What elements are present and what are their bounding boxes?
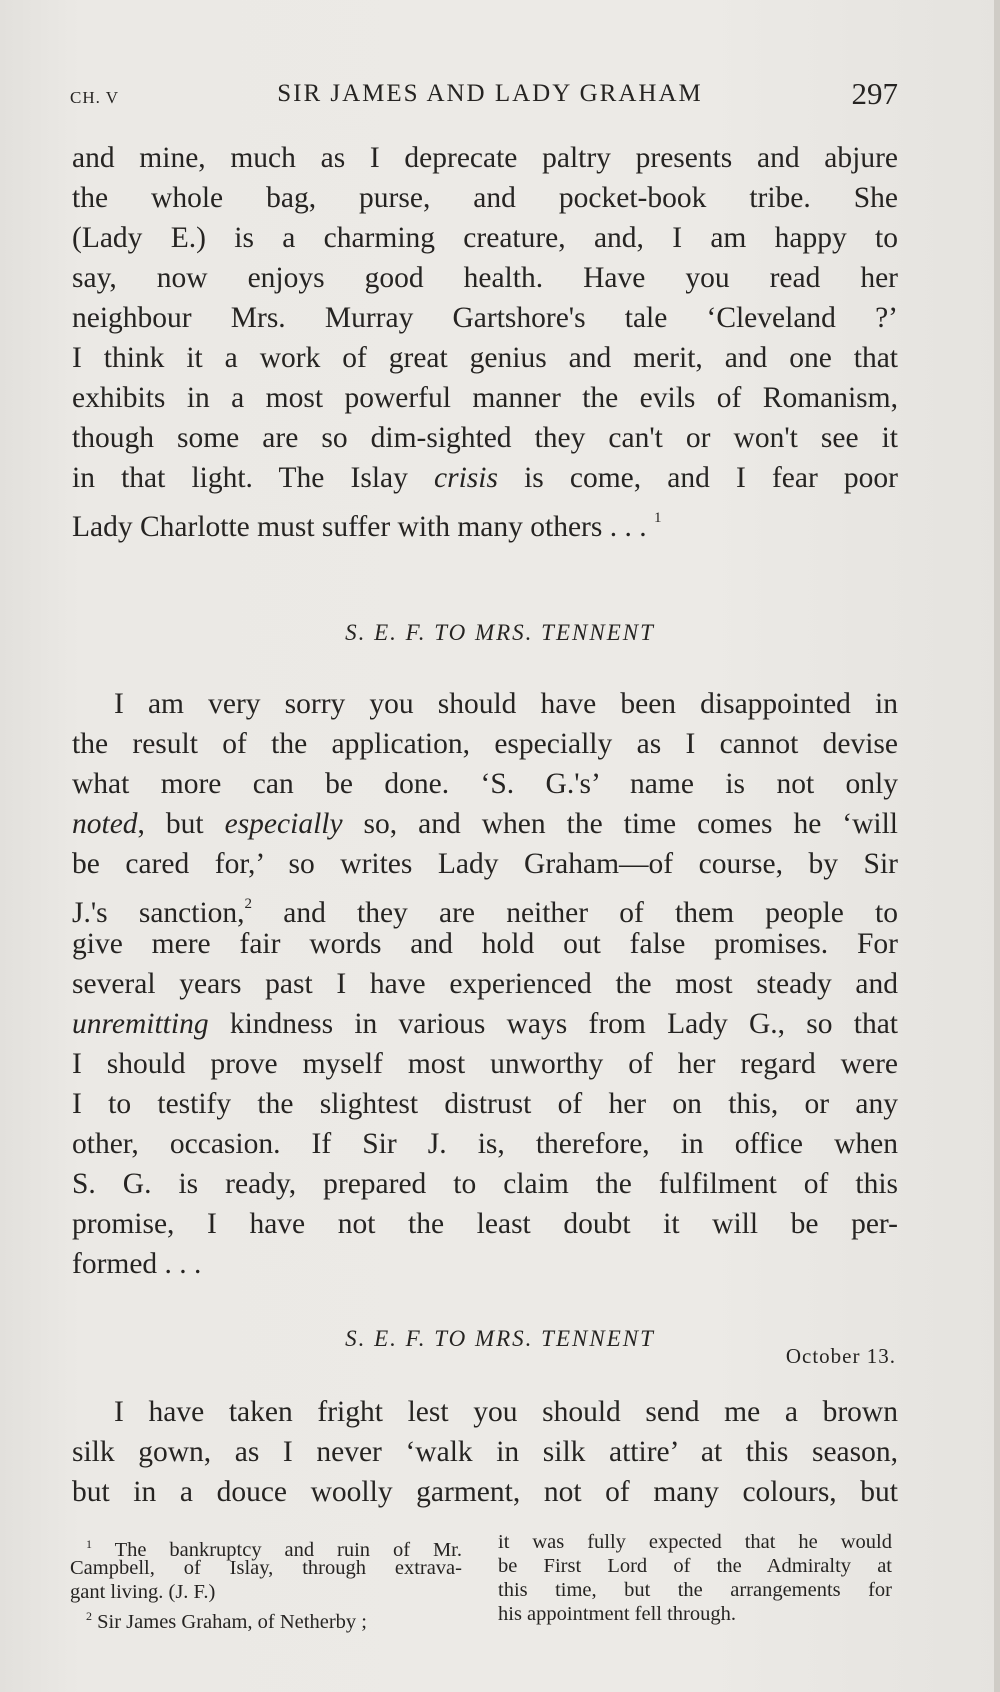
text-line: other, occasion. If Sir J. is, therefore, in office when	[72, 1128, 898, 1160]
text-line: formed . . .	[72, 1248, 202, 1280]
text-line: several years past I have experienced the most steady and	[72, 968, 898, 1000]
text-line: promise, I have not the least doubt it will be per-	[72, 1208, 898, 1240]
text-line: it was fully expected that he would	[498, 1531, 892, 1553]
text-line: this time, but the arrangements for	[498, 1579, 892, 1601]
text-run: , but	[137, 808, 225, 840]
chapter-label: CH. V	[70, 88, 120, 107]
letter-heading: S. E. F. TO MRS. TENNENT	[345, 1326, 655, 1351]
text-line: gant living. (J. F.)	[70, 1581, 216, 1603]
letter-date: October 13.	[785, 1344, 896, 1368]
text-line: neighbour Mrs. Murray Gartshore's tale ‘Cleveland ?’	[72, 302, 898, 334]
text-line: I to testify the slightest distrust of her on this, or any	[72, 1088, 898, 1120]
text-line: his appointment fell through.	[498, 1603, 736, 1625]
text-line: I have taken fright lest you should send me a brown	[114, 1396, 898, 1428]
text-line: and mine, much as I deprecate paltry presents and abjure	[72, 142, 898, 174]
text-line: silk gown, as I never ‘walk in silk attire’ at this season,	[72, 1436, 898, 1468]
footnote-ref-2: 2	[244, 896, 253, 912]
footnote-number: 2	[86, 1609, 92, 1623]
letter-heading: S. E. F. TO MRS. TENNENT	[345, 620, 655, 645]
text-line: the result of the application, especially as I cannot devise	[72, 728, 898, 760]
footnote-ref-1: 1	[653, 510, 662, 526]
text-run: J.'s sanction,	[72, 897, 245, 929]
text-run: so, and when the time comes he ‘will	[342, 808, 898, 840]
text-line	[72, 884, 898, 929]
text-line	[72, 498, 898, 543]
text-line: I think it a work of great genius and merit, and one that	[72, 342, 898, 374]
text-line: S. G. is ready, prepared to claim the fulfilment of this	[72, 1168, 898, 1200]
footnote-number: 1	[86, 1537, 92, 1551]
text-line: the whole bag, purse, and pocket-book tribe. She	[72, 182, 898, 214]
text-line	[72, 458, 898, 498]
text-line	[72, 1004, 898, 1044]
text-run: Sir James Graham, of Netherby ;	[97, 1611, 367, 1633]
text-run: in that light. The Islay	[72, 462, 434, 494]
text-run: The bankruptcy and ruin of Mr.	[114, 1539, 462, 1561]
italic-word: crisis	[434, 462, 498, 494]
text-line: exhibits in a most powerful manner the evils of Romanism,	[72, 382, 898, 414]
italic-word: especially	[224, 808, 343, 840]
text-line: (Lady E.) is a charming creature, and, I am happy to	[72, 222, 898, 254]
text-run: is come, and I fear poor	[497, 462, 898, 494]
text-line: Campbell, of Islay, through extrava-	[70, 1557, 462, 1579]
page-edge	[994, 0, 1000, 1692]
text-line: I am very sorry you should have been disappointed in	[114, 688, 898, 720]
running-header	[70, 78, 910, 118]
page-number: 297	[851, 76, 898, 111]
text-run: and they are neither of them people to	[252, 897, 898, 929]
italic-word: noted	[72, 808, 138, 840]
text-line: but in a douce woolly garment, not of many colours, but	[72, 1476, 898, 1508]
footnote-1	[70, 1532, 462, 1561]
text-line: I should prove myself most unworthy of her regard were	[72, 1048, 898, 1080]
text-line: be cared for,’ so writes Lady Graham—of course, by Sir	[72, 848, 898, 880]
text-run: kindness in various ways from Lady G., so that	[208, 1008, 898, 1040]
text-run: Lady Charlotte must suffer with many others . . .	[72, 511, 647, 543]
paragraph-continuation	[72, 138, 898, 543]
text-line: what more can be done. ‘S. G.'s’ name is not only	[72, 768, 898, 800]
text-line: be First Lord of the Admiralty at	[498, 1555, 892, 1577]
text-line: say, now enjoys good health. Have you read her	[72, 262, 898, 294]
text-line	[72, 804, 898, 844]
text-line: though some are so dim-sighted they can't or won't see it	[72, 422, 898, 454]
footnotes-left	[70, 1532, 462, 1633]
italic-word: unremitting	[72, 1008, 209, 1040]
letter-body	[72, 684, 898, 1284]
footnotes-right	[498, 1530, 892, 1626]
text-line: give mere fair words and hold out false promises. For	[72, 928, 898, 960]
footnote-2	[70, 1604, 462, 1633]
running-title: SIR JAMES AND LADY GRAHAM	[277, 80, 703, 107]
letter-body	[72, 1392, 898, 1512]
